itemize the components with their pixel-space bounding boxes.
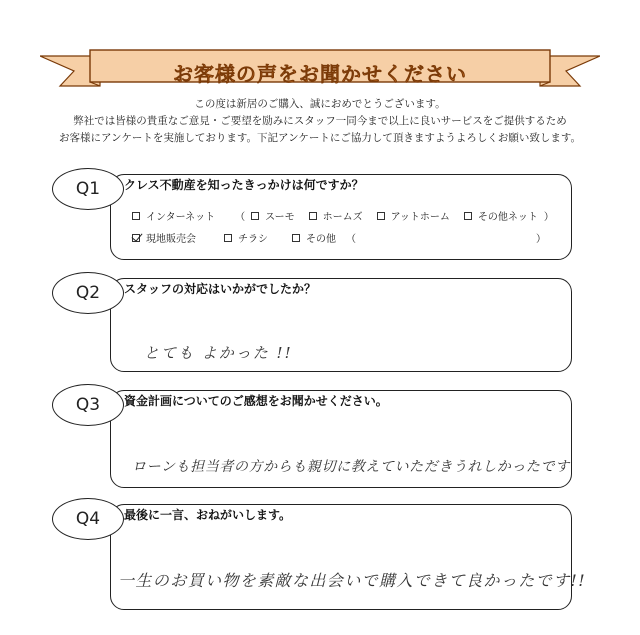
handwritten-answer-q4: 一生のお買い物を素敵な出会いで購入できて良かったです!! xyxy=(118,571,587,590)
question-block-q2 xyxy=(52,272,572,372)
question-number-q2: Q2 xyxy=(52,272,124,314)
title-banner xyxy=(40,46,600,90)
handwritten-answer-q2: とても よかった !! xyxy=(144,344,293,362)
question-text-q2: スタッフの対応はいかがでしたか？ xyxy=(124,282,317,296)
intro-line-1: この度は新居のご購入、誠におめでとうございます。 xyxy=(194,98,446,110)
question-block-q4 xyxy=(52,498,587,610)
checkbox-icon[interactable] xyxy=(132,212,140,220)
paren-close: ） xyxy=(536,234,546,245)
question-text-q1: クレス不動産を知ったきっかけは何ですか？ xyxy=(124,178,364,192)
checkbox-icon[interactable] xyxy=(377,212,385,220)
question-text-q3: 資金計画についてのご感想をお聞かせください。 xyxy=(124,394,388,408)
option-other-net[interactable]: その他ネット xyxy=(464,208,538,223)
intro-line-3: お客様にアンケートを実施しております。下記アンケートにご協力して頂きますようよろしくお願い致します。 xyxy=(58,132,582,144)
checkbox-icon[interactable] xyxy=(292,234,300,242)
question-text-q4: 最後に一言、おねがいします。 xyxy=(124,508,292,522)
checkbox-icon[interactable] xyxy=(224,234,232,242)
option-flyer[interactable]: チラシ xyxy=(224,230,268,245)
option-homes[interactable]: ホームズ xyxy=(309,208,363,223)
question-number-q3: Q3 xyxy=(52,384,124,426)
intro-line-2: 弊社では皆様の貴重なご意見・ご要望を励みにスタッフ一同今まで以上に良いサービスをご提供するため xyxy=(73,115,567,127)
question-block-q1 xyxy=(52,168,572,260)
option-internet[interactable]: インターネット xyxy=(132,208,215,223)
options-row-1 xyxy=(132,208,552,223)
handwritten-answer-q3: ローンも担当者の方からも親切に教えていただきうれしかったです xyxy=(132,459,570,475)
option-suumo[interactable]: スーモ xyxy=(251,208,295,223)
paren-open: （ xyxy=(235,212,246,223)
checkbox-icon[interactable] xyxy=(464,212,472,220)
checkbox-icon[interactable] xyxy=(309,212,317,220)
checkbox-checked-icon[interactable] xyxy=(132,234,140,242)
question-number-q4: Q4 xyxy=(52,498,124,540)
question-block-q3 xyxy=(52,384,572,488)
option-onsite-sales[interactable]: 現地販売会 xyxy=(132,230,196,245)
option-other[interactable]: その他 xyxy=(292,230,336,245)
question-number-q1: Q1 xyxy=(52,168,124,210)
paren-close: ） xyxy=(543,212,554,223)
option-athome[interactable]: アットホーム xyxy=(377,208,450,223)
options-row-2 xyxy=(132,230,552,245)
paren-open: （ xyxy=(346,234,356,245)
page-title: お客様の声をお聞かせください xyxy=(173,62,467,86)
checkbox-icon[interactable] xyxy=(251,212,259,220)
